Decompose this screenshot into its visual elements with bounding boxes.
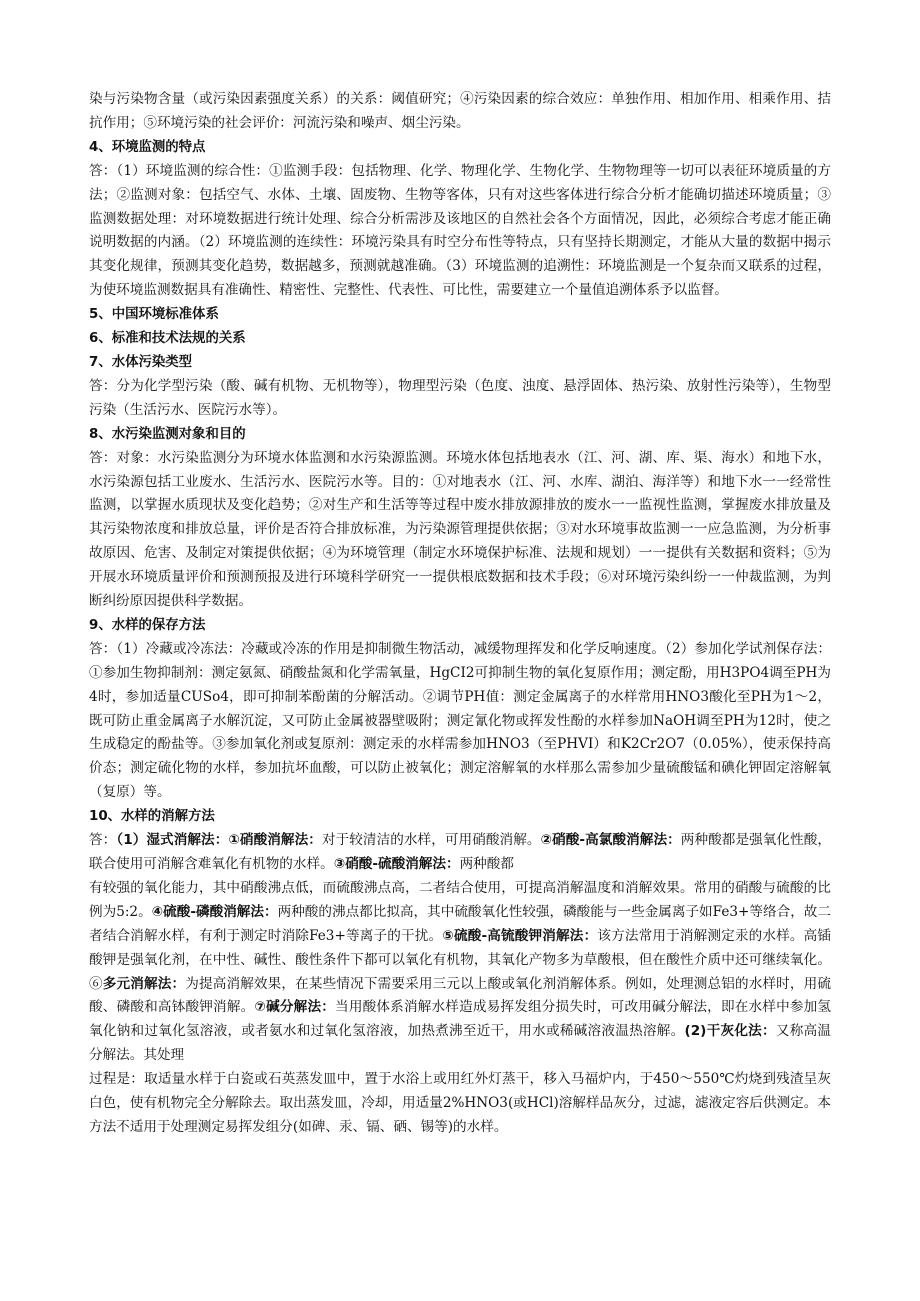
answer-prefix: 答： [89,832,117,849]
heading-10: 10、水样的消解方法 [89,809,215,825]
answer-8: 答：对象：水污染监测分为环境水体监测和水污染源监测。环境水体包括地表水（江、河、湖、库、渠、海水）和地下水，水污染源包括工业废水、生活污水、医院污水等。目的：①对地表水（江、河、水库、湖泊、海洋等）和地下水一一经常性监测，以掌握水质现状及变化趋势；②对生产和生活等等过程中废水排放源排放的废水一一监视性监测，掌握废水排放量及其污染物浓度和排放总量，评价是否符合排放标准，为污染源管理提供依据；③对水环境事故监测一一应急监测，为分析事故原因、危害、及制定对策提供依据；④为环境管理（制定水环境保护标准、法规和规划）一一提供有关数据和资料；⑤为开展水环境质量评价和预测预报及进行环境科学研究一一提供根底数据和技术手段；⑥对环境污染纠纷一一仲裁监测，为判断纠纷原因提供科学数据。 [89,449,831,610]
method-nitric-perchloric: ②硝酸-高氯酸消解法： [540,832,681,849]
answer-10-part-3: 过程是：取适量水样于白瓷或石英蒸发皿中，置于水浴上或用红外灯蒸干，移入马福炉内，于450～550℃灼烧到残渣呈灰白色，使有机物完全分解除去。取出蒸发皿，冷却，用适量2%HNO3(或HCl)溶解样品灰分，过滤，滤液定容后供测定。本方法不适用于处理测定易挥发组分(如碑、汞、镉、硒、锡等)的水样。 [89,1071,831,1135]
method-text: 对于较清洁的水样，可用硝酸消解。 [321,832,541,849]
method-text: 当用酸体系消解水样造成易挥发组分损失时，可改用碱分解法，即在水样中参加氢氧化钠和过氧化氢溶液，或者氨水和过氧化氢溶液，加热煮沸至近干，用水或稀碱溶液温热溶解。 [89,999,832,1040]
answer-10-part-1 [89,829,831,877]
heading-6: 6、标准和技术法规的关系 [89,331,246,347]
method-text: 为提高消解效果，在某些情况下需要采用三元以上酸或氧化剂消解体系。例如，处理测总铝的水样时，用硫酸、磷酸和高钵酸钾消解。 [89,975,832,1016]
method-wet-digestion-nitric: （1）湿式消解法：①硝酸消解法： [116,832,322,849]
method-text: 两种酸的沸点都比拟高，其中硫酸氧化性较强，磷酸能与一些金属离子如Fe3+等络合，故二者结合消解水样，有利于测定时消除Fe3+等离子的干扰。 [89,903,831,944]
method-text: 又称高温分解法。其处理 [89,1023,832,1064]
method-dry-ashing: (2)干灰化法： [684,1023,776,1040]
method-text: 两种酸都 [459,856,514,872]
document-body [89,88,831,1140]
heading-9: 9、水样的保存方法 [89,617,206,633]
heading-5: 5、中国环境标准体系 [89,307,219,323]
method-nitric-sulfuric: ③硝酸-硫酸消解法： [333,856,460,872]
heading-8: 8、水污染监测对象和目的 [89,426,246,442]
method-text: 两种酸都是强氧化性酸，联合使用可消解含难氧化有机物的水样。 [89,832,832,872]
heading-4: 4、环境监测的特点 [89,139,206,155]
heading-7: 7、水体污染类型 [89,354,193,370]
method-alkali-decomposition: ⑦碱分解法： [254,999,336,1016]
answer-7: 答：分为化学型污染（酸、碱有机物、无机物等），物理型污染（色度、浊度、悬浮固体、热污染、放射性污染等），生物型污染（生活污水、医院污水等）。 [89,377,831,418]
method-multi-acid: 多元消解法： [102,975,186,992]
answer-4: 答：（1）环境监测的综合性：①监测手段：包括物理、化学、物理化学、生物化学、生物物理等一切可以表征环境质量的方法；②监测对象：包括空气、水体、土壤、固废物、生物等客体，只有对这些客体进行综合分析才能确切描述环境质量；③监测数据处理：对环境数据进行统计处理、综合分析需涉及该地区的自然社会各个方面情况，因此，必须综合考虑才能正确说明数据的内涵。（2）环境监测的连续性：环境污染具有时空分布性等特点，只有坚持长期测定，才能从大量的数据中揭示其变化规律，预测其变化趋势，数据越多，预测就越准确。（3）环境监测的追溯性：环境监测是一个复杂而又联系的过程，为使环境监测数据具有准确性、精密性、完整性、代表性、可比性，需要建立一个量值追溯体系予以监督。 [89,162,831,299]
answer-9: 答：（1）冷藏或冷冻法：冷藏或冷冻的作用是抑制微生物活动，减缓物理挥发和化学反响速度。（2）参加化学试剂保存法：①参加生物抑制剂：测定氨氮、硝酸盐氮和化学需氧量，HgCI2可抑制生物的氧化复原作用；测定酚，用H3PO4调至PH为4时，参加适量CUSo4，即可抑制苯酚菌的分解活动。②调节PH值：测定金属离子的水样常用HNO3酸化至PH为1～2，既可防止重金属离子水解沉淀，又可防止金属被器壁吸附；测定氰化物或挥发性酚的水样参加NaOH调至PH为12时，使之生成稳定的酚盐等。③参加氧化剂或复原剂：测定汞的水样需参加HNO3（至PHVI）和K2Cr2O7（0.05%），使汞保持高价态；测定硫化物的水样，参加抗坏血酸，可以防止被氧化；测定溶解氧的水样那么需参加少量硫酸锰和碘化钾固定溶解氧（复原）等。 [89,640,831,801]
intro-paragraph: 染与污染物含量（或污染因素强度关系）的关系：阈值研究；④污染因素的综合效应：单独作用、相加作用、相乘作用、拮抗作用；⑤环境污染的社会评价：河流污染和噪声、烟尘污染。 [89,91,831,131]
method-text: 该方法常用于消解测定汞的水样。高锸酸钾是强氧化剂，在中性、碱性、酸性条件下都可以氧化有机物，其氧化产物多为草酸根，但在酸性介质中还可继续氧化。⑥ [89,927,831,992]
method-sulfuric-permanganate: ⑤硫酸-高锍酸钾消解法： [442,927,598,944]
method-text: 有较强的氧化能力，其中硝酸沸点低，而硫酸沸点高，二者结合使用，可提高消解温度和消解效果。常用的硝酸与硫酸的比例为5:2。 [89,879,831,920]
method-sulfuric-phosphoric: ④硫酸-磷酸消解法： [151,903,278,920]
answer-10-part-2 [89,877,831,1068]
